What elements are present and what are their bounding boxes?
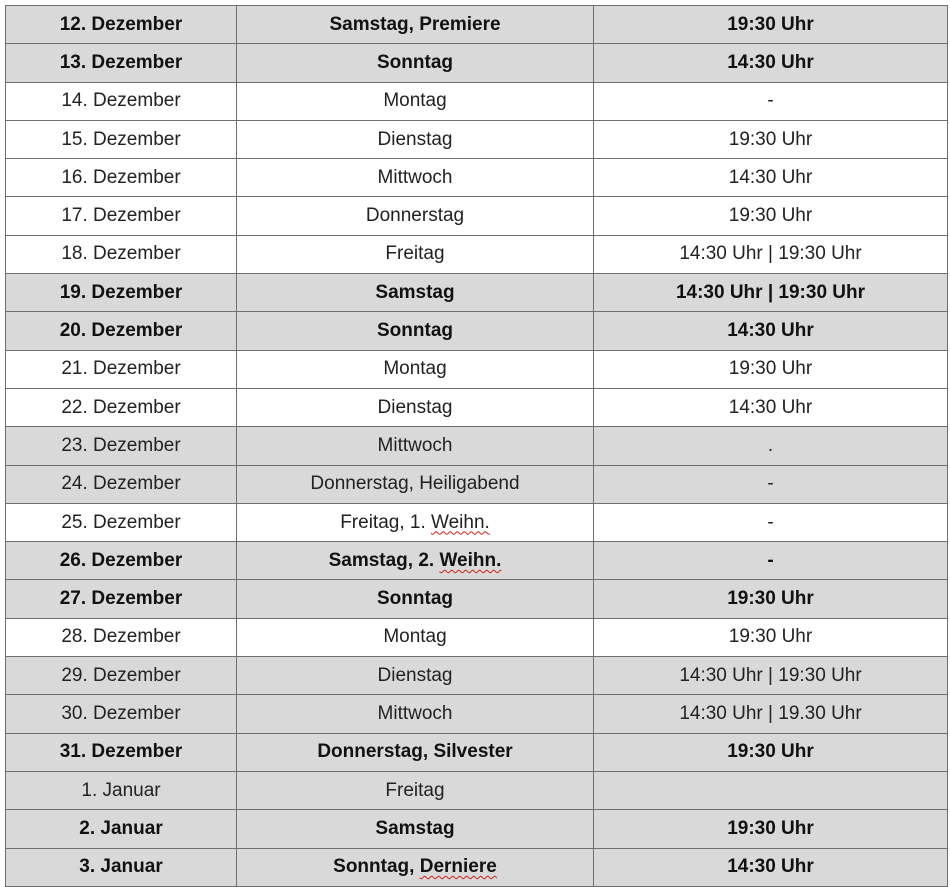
showtime-cell: . <box>594 427 948 465</box>
showtime-cell: 14:30 Uhr <box>594 44 948 82</box>
showtime-cell <box>594 771 948 809</box>
schedule-row <box>6 657 948 695</box>
schedule-row <box>6 235 948 273</box>
date-cell: 23. Dezember <box>6 427 237 465</box>
date-cell: 19. Dezember <box>6 274 237 312</box>
schedule-row <box>6 44 948 82</box>
date-cell: 31. Dezember <box>6 733 237 771</box>
weekday-cell: Montag <box>237 350 594 388</box>
schedule-row <box>6 159 948 197</box>
schedule-row <box>6 810 948 848</box>
showtime-cell: 19:30 Uhr <box>594 810 948 848</box>
showtime-cell: 14:30 Uhr <box>594 388 948 426</box>
showtime-cell: 19:30 Uhr <box>594 618 948 656</box>
date-cell: 27. Dezember <box>6 580 237 618</box>
schedule-row <box>6 120 948 158</box>
schedule-row <box>6 388 948 426</box>
weekday-cell: Mittwoch <box>237 695 594 733</box>
date-cell: 16. Dezember <box>6 159 237 197</box>
weekday-cell: Freitag <box>237 771 594 809</box>
weekday-cell: Donnerstag, Silvester <box>237 733 594 771</box>
weekday-cell: Mittwoch <box>237 427 594 465</box>
date-cell: 15. Dezember <box>6 120 237 158</box>
date-cell: 17. Dezember <box>6 197 237 235</box>
showtime-cell: 19:30 Uhr <box>594 350 948 388</box>
showtime-cell: 14:30 Uhr | 19:30 Uhr <box>594 235 948 273</box>
date-cell: 21. Dezember <box>6 350 237 388</box>
showtime-cell: 14:30 Uhr <box>594 848 948 886</box>
schedule-row <box>6 542 948 580</box>
schedule-row <box>6 274 948 312</box>
date-cell: 2. Januar <box>6 810 237 848</box>
schedule-row <box>6 350 948 388</box>
weekday-cell: Samstag <box>237 274 594 312</box>
weekday-cell: Sonntag <box>237 580 594 618</box>
schedule-row <box>6 312 948 350</box>
date-cell: 25. Dezember <box>6 503 237 541</box>
showtime-cell: 14:30 Uhr <box>594 312 948 350</box>
weekday-cell: Montag <box>237 618 594 656</box>
weekday-cell: Sonntag, Derniere <box>237 848 594 886</box>
showtime-cell: 19:30 Uhr <box>594 580 948 618</box>
weekday-cell: Samstag, 2. Weihn. <box>237 542 594 580</box>
weekday-cell: Dienstag <box>237 120 594 158</box>
showtime-cell: - <box>594 503 948 541</box>
weekday-cell: Sonntag <box>237 44 594 82</box>
weekday-cell: Dienstag <box>237 388 594 426</box>
spellcheck-flagged-word: Weihn. <box>431 511 490 533</box>
showtime-cell: 19:30 Uhr <box>594 733 948 771</box>
showtime-cell: 19:30 Uhr <box>594 120 948 158</box>
schedule-row <box>6 6 948 44</box>
weekday-cell: Freitag <box>237 235 594 273</box>
date-cell: 24. Dezember <box>6 465 237 503</box>
schedule-row <box>6 82 948 120</box>
schedule-row <box>6 503 948 541</box>
schedule-row <box>6 197 948 235</box>
weekday-cell: Freitag, 1. Weihn. <box>237 503 594 541</box>
schedule-row <box>6 848 948 886</box>
schedule-row <box>6 771 948 809</box>
weekday-cell: Sonntag <box>237 312 594 350</box>
weekday-cell: Samstag, Premiere <box>237 6 594 44</box>
schedule-row <box>6 618 948 656</box>
schedule-body <box>6 6 948 887</box>
weekday-cell: Donnerstag <box>237 197 594 235</box>
date-cell: 12. Dezember <box>6 6 237 44</box>
schedule-row <box>6 427 948 465</box>
showtime-cell: 14:30 Uhr | 19.30 Uhr <box>594 695 948 733</box>
showtime-cell: 19:30 Uhr <box>594 6 948 44</box>
date-cell: 26. Dezember <box>6 542 237 580</box>
weekday-cell: Donnerstag, Heiligabend <box>237 465 594 503</box>
weekday-cell: Mittwoch <box>237 159 594 197</box>
date-cell: 20. Dezember <box>6 312 237 350</box>
date-cell: 3. Januar <box>6 848 237 886</box>
showtime-cell: - <box>594 542 948 580</box>
spellcheck-flagged-word: Derniere <box>419 856 497 878</box>
showtime-cell: 14:30 Uhr <box>594 159 948 197</box>
showtime-cell: 19:30 Uhr <box>594 197 948 235</box>
spellcheck-flagged-word: Weihn. <box>439 549 502 571</box>
schedule-row <box>6 580 948 618</box>
showtime-cell: 14:30 Uhr | 19:30 Uhr <box>594 657 948 695</box>
date-cell: 29. Dezember <box>6 657 237 695</box>
date-cell: 13. Dezember <box>6 44 237 82</box>
date-cell: 1. Januar <box>6 771 237 809</box>
schedule-row <box>6 733 948 771</box>
weekday-cell: Samstag <box>237 810 594 848</box>
date-cell: 28. Dezember <box>6 618 237 656</box>
schedule-row <box>6 465 948 503</box>
weekday-cell: Dienstag <box>237 657 594 695</box>
showtime-cell: 14:30 Uhr | 19:30 Uhr <box>594 274 948 312</box>
weekday-cell: Montag <box>237 82 594 120</box>
schedule-table <box>5 5 948 887</box>
showtime-cell: - <box>594 465 948 503</box>
showtime-cell: - <box>594 82 948 120</box>
schedule-row <box>6 695 948 733</box>
date-cell: 18. Dezember <box>6 235 237 273</box>
date-cell: 22. Dezember <box>6 388 237 426</box>
date-cell: 14. Dezember <box>6 82 237 120</box>
date-cell: 30. Dezember <box>6 695 237 733</box>
